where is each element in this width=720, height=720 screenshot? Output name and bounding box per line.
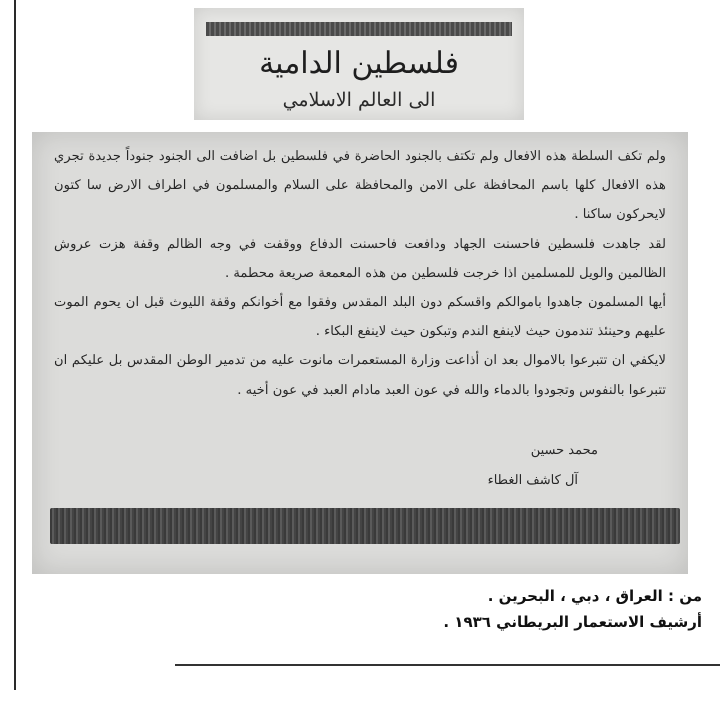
page-margin-rule <box>14 0 16 690</box>
signature-name: محمد حسين <box>530 443 598 458</box>
caption-archive: أرشيف الاستعمار البريطاني ١٩٣٦ . <box>443 613 702 631</box>
article-paragraph: لايكفي ان تتبرعوا بالاموال بعد ان أذاعت وزارة المستعمرات مانوت عليه من تدمير الوطن المقدس بل عليكم ان تتبرعوا بالنفوس وتجودوا بالدماء والله في عون العبد مادام العبد في عون أخيه . <box>54 353 666 398</box>
headline-clipping <box>194 8 524 120</box>
article-paragraph: لقد جاهدت فلسطين فاحسنت الجهاد ودافعت فاحسنت الدفاع ووقفت في وجه الظالم وقفة هزت عروش الظالمين والويل للمسلمين اذا خرجت فلسطين من هذه المعمعة صريعة محطمة . <box>54 236 666 281</box>
source-caption <box>102 583 702 635</box>
article-decorative-bar <box>50 508 680 544</box>
signature-family: آل كاشف الغطاء <box>487 473 578 488</box>
article-paragraph: ولم تكف السلطة هذه الافعال ولم تكتف بالجنود الحاضرة في فلسطين بل اضافت الى الجنود جنوداً جديدة تجري هذه الافعال كلها باسم المحافظة على الامن والمحافظة على السلام والمسلمون في اطراف الارض سا كتون لايحركون ساكنا . <box>54 149 666 223</box>
article-signature <box>428 436 688 496</box>
headline-decorative-bar <box>206 22 512 36</box>
article-body <box>54 142 666 405</box>
article-paragraph: أيها المسلمون جاهدوا باموالكم واقسكم دون البلد المقدس وفقوا مع أخوانكم وقفة الليوث قبل ان يحوم الموت عليهم وحينئذ تندمون حيث لاينفع الندم وتبكون حيث لاينفع البكاء . <box>54 295 666 340</box>
headline-title: فلسطين الدامية <box>259 46 459 81</box>
caption-underline-rule <box>175 664 720 666</box>
article-clipping <box>32 132 688 574</box>
caption-origin: من : العراق ، دبي ، البحرين . <box>487 587 702 605</box>
headline-subtitle: الى العالم الاسلامي <box>282 89 436 111</box>
